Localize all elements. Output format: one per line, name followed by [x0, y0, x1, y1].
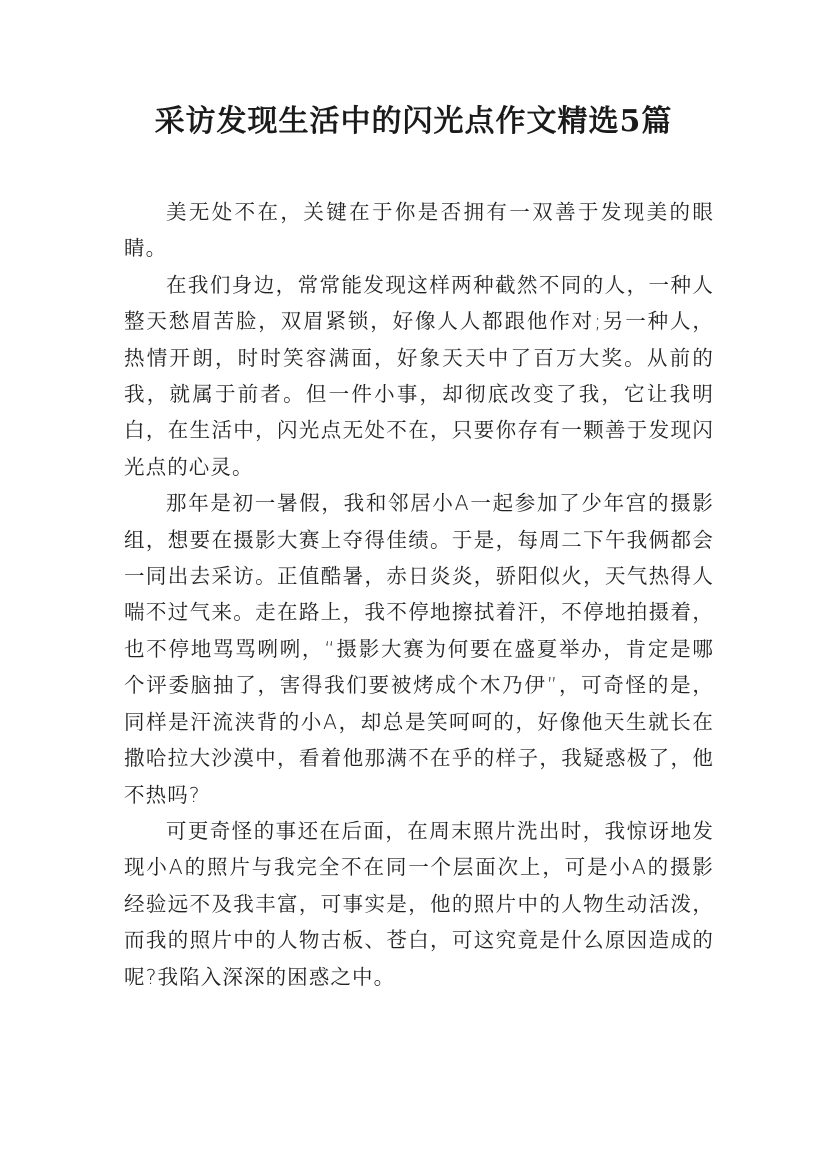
paragraph: 美无处不在，关键在于你是否拥有一双善于发现美的眼睛。: [124, 200, 714, 261]
document-title: 采访发现生活中的闪光点作文精选5篇: [154, 104, 673, 139]
paragraph: 在我们身边，常常能发现这样两种截然不同的人，一种人整天愁眉苦脸，双眉紧锁，好像人人都跟他作对;另一种人，热情开朗，时时笑容满面，好象天天中了百万大奖。从前的我，就属于前者。但一件小事，却彻底改变了我，它让我明白，在生活中，闪光点无处不在，只要你存有一颗善于发现闪光点的心灵。: [124, 272, 714, 479]
paragraph: 那年是初一暑假，我和邻居小A一起参加了少年宫的摄影组，想要在摄影大赛上夺得佳绩。于是，每周二下午我俩都会一同出去采访。正值酷暑，赤日炎炎，骄阳似火，天气热得人喘不过气来。走在路上，我不停地擦拭着汗，不停地拍摄着，也不停地骂骂咧咧，“摄影大赛为何要在盛夏举办，肯定是哪个评委脑抽了，害得我们要被烤成个木乃伊”，可奇怪的是，同样是汗流浃背的小A，却总是笑呵呵的，好像他天生就长在撒哈拉大沙漠中，看着他那满不在乎的样子，我疑惑极了，他不热吗?: [124, 491, 714, 807]
document-body: [124, 194, 714, 995]
paragraph: 可更奇怪的事还在后面，在周末照片洗出时，我惊讶地发现小A的照片与我完全不在同一个层面次上，可是小A的摄影经验远不及我丰富，可事实是，他的照片中的人物生动活泼，而我的照片中的人物古板、苍白，可这究竟是什么原因造成的呢?我陷入深深的困惑之中。: [124, 818, 714, 989]
